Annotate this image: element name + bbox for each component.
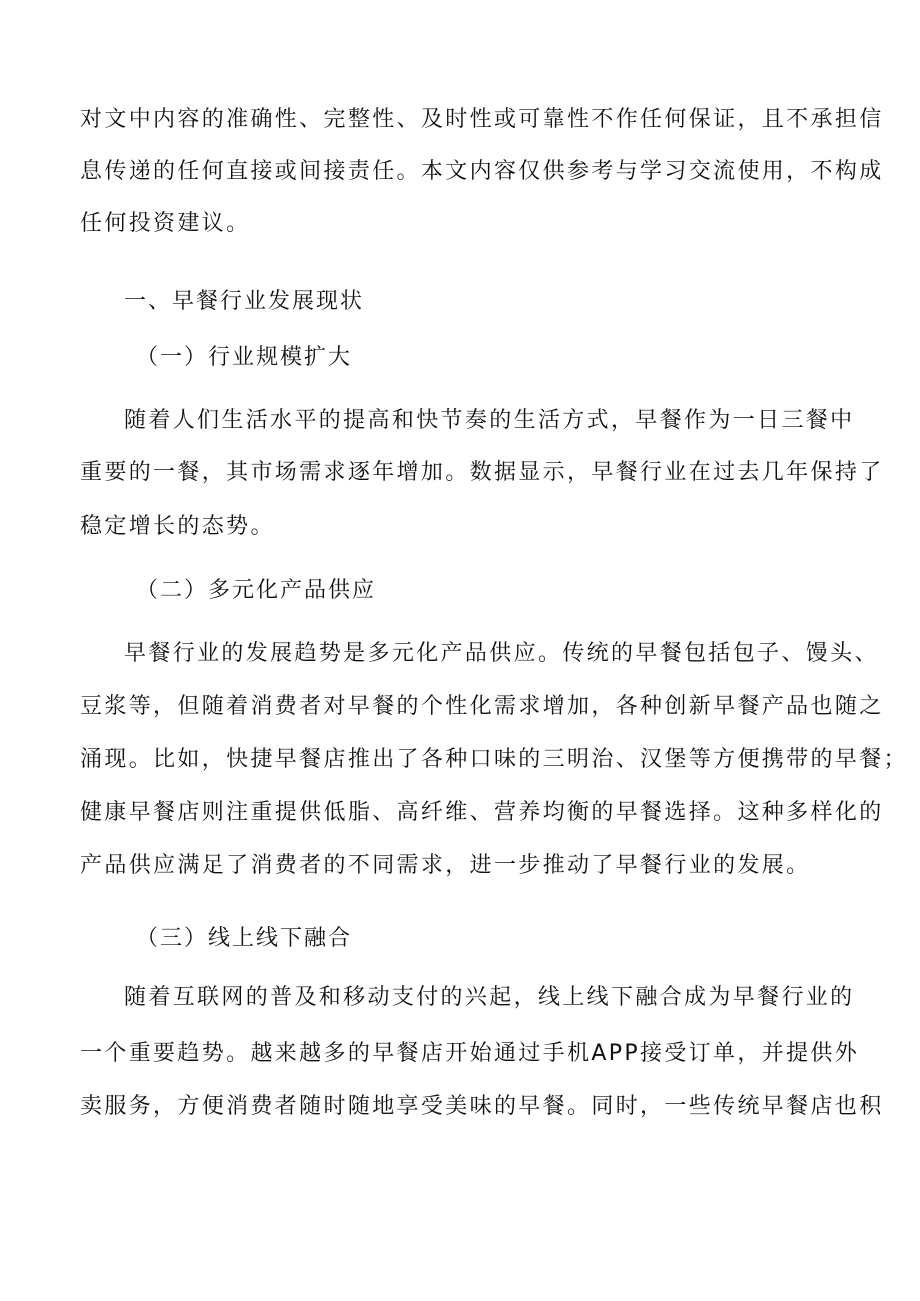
disclaimer-line-2: 息传递的任何直接或间接责任。本文内容仅供参考与学习交流使用，不构成	[80, 159, 884, 184]
paragraph-2-line-4: 健康早餐店则注重提供低脂、高纤维、营养均衡的早餐选择。这种多样化的	[80, 800, 884, 825]
paragraph-1-line-3: 稳定增长的态势。	[80, 514, 275, 539]
paragraph-2-line-2: 豆浆等，但随着消费者对早餐的个性化需求增加，各种创新早餐产品也随之	[80, 694, 884, 719]
paragraph-2-line-3: 涌现。比如，快捷早餐店推出了各种口味的三明治、汉堡等方便携带的早餐；	[80, 747, 908, 772]
paragraph-1-line-1: 随着人们生活水平的提高和快节奏的生活方式，早餐作为一日三餐中	[124, 408, 855, 433]
paragraph-1-line-2: 重要的一餐，其市场需求逐年增加。数据显示，早餐行业在过去几年保持了	[80, 460, 884, 485]
section-title: 一、早餐行业发展现状	[124, 289, 365, 314]
paragraph-2-line-5: 产品供应满足了消费者的不同需求，进一步推动了早餐行业的发展。	[80, 853, 811, 878]
subsection-title-2: （二）多元化产品供应	[136, 578, 377, 603]
paragraph-2-line-1: 早餐行业的发展趋势是多元化产品供应。传统的早餐包括包子、馒头、	[124, 641, 879, 666]
subsection-title-1: （一）行业规模扩大	[136, 345, 353, 370]
disclaimer-line-1: 对文中内容的准确性、完整性、及时性或可靠性不作任何保证，且不承担信	[80, 107, 884, 132]
paragraph-3-line-1: 随着互联网的普及和移动支付的兴起，线上线下融合成为早餐行业的	[124, 985, 855, 1010]
subsection-title-3: （三）线上线下融合	[136, 926, 353, 951]
paragraph-3-line-3: 卖服务，方便消费者随时随地享受美味的早餐。同时，一些传统早餐店也积	[80, 1094, 884, 1119]
disclaimer-line-3: 任何投资建议。	[80, 211, 251, 236]
paragraph-3-line-2: 一个重要趋势。越来越多的早餐店开始通过手机APP接受订单，并提供外	[80, 1041, 860, 1066]
